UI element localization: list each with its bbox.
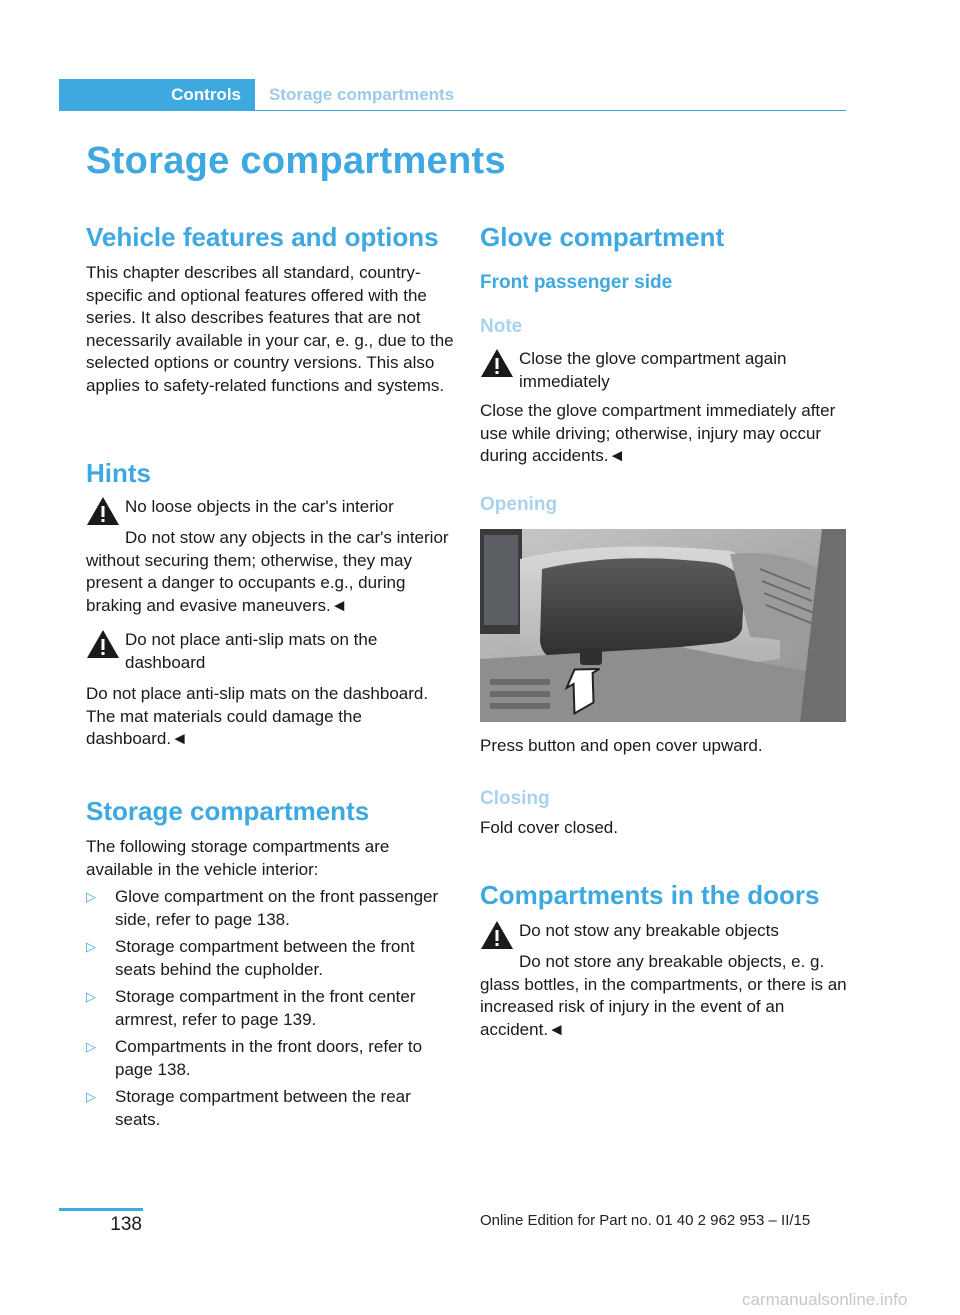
watermark: carmanualsonline.info [742, 1290, 908, 1309]
list-item [86, 1036, 456, 1081]
storage-compartments-heading: Storage compartments [86, 796, 370, 826]
glove-compartment-photo [480, 529, 846, 722]
closing-text: Fold cover closed. [480, 818, 618, 837]
list-item [86, 1086, 456, 1131]
front-passenger-heading: Front passenger side [480, 272, 673, 293]
doors-heading: Compartments in the doors [480, 880, 820, 910]
vehicle-features-text: This chapter describes all standard, country-specific and optional features offered with the series. It also describes features that are not necessarily available in your car, e. g., due to the selected options or country versions. This also applies to safety-related functions and systems. [86, 263, 454, 395]
opening-text: Press button and open cover upward. [480, 736, 763, 755]
list-item-text: Storage compartment between the front seats behind the cupholder. [115, 937, 415, 979]
footer-divider [59, 1208, 143, 1211]
warning-title: Close the glove compartment again immediately [519, 349, 787, 391]
bullet-arrow-icon: ▷ [86, 1089, 96, 1104]
list-item-text: Glove compartment on the front passenger side, refer to page 138. [115, 887, 439, 929]
warning-triangle-icon [86, 629, 120, 659]
list-item-text: Storage compartment between the rear seats. [115, 1087, 411, 1129]
warning-close-glove [480, 348, 850, 468]
warning-anti-slip-mats [86, 629, 456, 748]
header-breadcrumb: Storage compartments [269, 85, 455, 104]
closing-heading: Closing [480, 788, 550, 809]
list-item [86, 986, 456, 1031]
page-number: 138 [110, 1214, 142, 1235]
bullet-arrow-icon: ▷ [86, 939, 96, 954]
warning-title: Do not place anti-slip mats on the dashboard [125, 630, 378, 672]
list-item [86, 936, 456, 981]
bullet-arrow-icon: ▷ [86, 989, 96, 1004]
warning-breakable-objects [480, 920, 850, 1040]
warning-text: Do not stow any objects in the car's interior without securing them; otherwise, they may present a danger to occupants e.g., during braking and evasive maneuvers.◄ [86, 528, 449, 615]
page-title: Storage compartments [86, 140, 506, 182]
storage-compartments-text: The following storage compartments are available in the vehicle interior: [86, 837, 390, 879]
opening-heading: Opening [480, 494, 558, 515]
glove-compartment-heading: Glove compartment [480, 222, 725, 252]
list-item-text: Compartments in the front doors, refer to page 138. [115, 1037, 423, 1079]
warning-triangle-icon [480, 920, 514, 950]
page-header [59, 79, 846, 111]
note-heading: Note [480, 316, 523, 337]
warning-text: Close the glove compartment immediately after use while driving; otherwise, injury may occur during accidents.◄ [480, 401, 836, 465]
storage-list [86, 886, 456, 1136]
vehicle-features-heading: Vehicle features and options [86, 222, 439, 252]
bullet-arrow-icon: ▷ [86, 889, 96, 904]
warning-title: Do not stow any breakable objects [519, 921, 779, 940]
warning-title: No loose objects in the car's interior [125, 497, 394, 516]
bullet-arrow-icon: ▷ [86, 1039, 96, 1054]
warning-text: Do not place anti-slip mats on the dashboard. The mat materials could damage the dashboard.◄ [86, 684, 429, 748]
warning-triangle-icon [86, 496, 120, 526]
hints-heading: Hints [86, 458, 151, 488]
warning-text: Do not store any breakable objects, e. g. glass bottles, in the compartments, or there is an increased risk of injury in the event of an accident.◄ [480, 952, 847, 1039]
list-item-text: Storage compartment in the front center armrest, refer to page 139. [115, 987, 416, 1029]
header-section-tab: Controls [59, 79, 255, 111]
glove-compartment-illustration [480, 529, 846, 722]
header-divider [255, 110, 846, 111]
list-item [86, 886, 456, 931]
warning-loose-objects [86, 496, 456, 616]
footer-edition: Online Edition for Part no. 01 40 2 962 953 – II/15 [480, 1212, 811, 1229]
warning-triangle-icon [480, 348, 514, 378]
